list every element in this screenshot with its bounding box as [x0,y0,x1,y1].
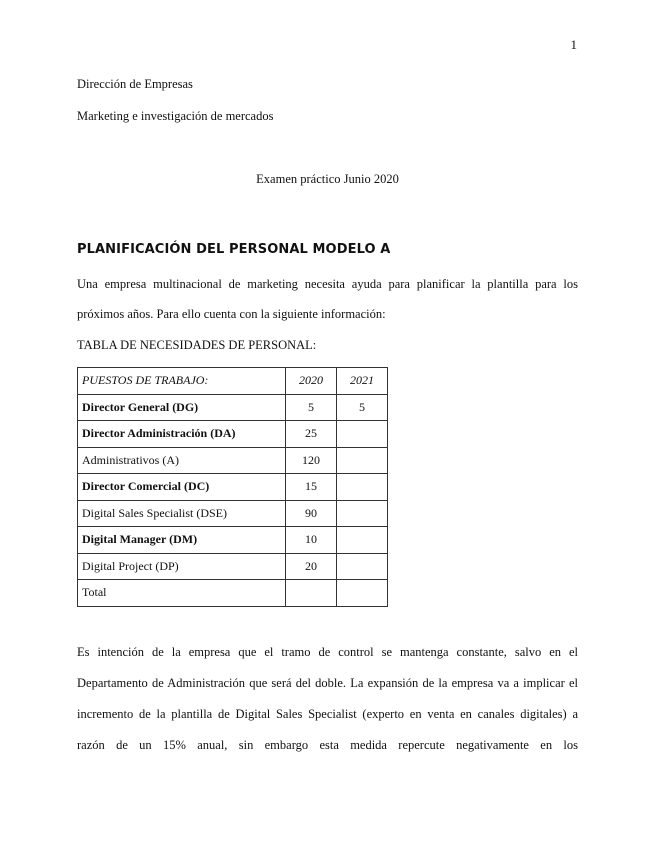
row-2021 [337,474,388,501]
table-row [78,527,388,554]
row-2020: 20 [286,553,337,580]
row-2021 [337,421,388,448]
body-line-3: incremento de la plantilla de Digital Sales Specialist (experto en venta en canales digitales) a [77,707,578,721]
body-line-4: razón de un 15% anual, sin embargo esta medida repercute negativamente en los [77,738,578,752]
table-row [78,394,388,421]
row-2020: 15 [286,474,337,501]
row-2020: 5 [286,394,337,421]
row-2020: 90 [286,500,337,527]
row-2021 [337,500,388,527]
table-row [78,500,388,527]
row-puesto: Administrativos (A) [78,447,286,474]
header-puestos: PUESTOS DE TRABAJO: [78,368,286,395]
table-row [78,553,388,580]
row-puesto: Digital Project (DP) [78,553,286,580]
header-2020: 2020 [286,368,337,395]
section-title: PLANIFICACIÓN DEL PERSONAL MODELO A [77,242,391,257]
table-row [78,447,388,474]
header-course: Dirección de Empresas [77,77,193,91]
table-header-row [78,368,388,395]
page-number: 1 [570,37,577,52]
intro-line-1: Una empresa multinacional de marketing necesita ayuda para planificar la plantilla para los [77,277,578,291]
row-2020: 25 [286,421,337,448]
row-puesto: Director Administración (DA) [78,421,286,448]
row-2021 [337,447,388,474]
exam-title: Examen práctico Junio 2020 [256,172,399,186]
row-puesto: Total [78,580,286,607]
staff-needs-table [77,367,388,607]
table-row [78,421,388,448]
table-row [78,474,388,501]
row-2021: 5 [337,394,388,421]
body-line-2: Departamento de Administración que será del doble. La expansión de la empresa va a implicar el [77,676,578,690]
table-total-row [78,580,388,607]
row-puesto: Digital Sales Specialist (DSE) [78,500,286,527]
row-2021 [337,527,388,554]
row-2021 [337,553,388,580]
table-title: TABLA DE NECESIDADES DE PERSONAL: [77,338,317,352]
row-puesto: Director General (DG) [78,394,286,421]
row-2020: 10 [286,527,337,554]
body-line-1: Es intención de la empresa que el tramo de control se mantenga constante, salvo en el [77,645,578,659]
row-puesto: Digital Manager (DM) [78,527,286,554]
row-2020 [286,580,337,607]
row-2020: 120 [286,447,337,474]
row-puesto: Director Comercial (DC) [78,474,286,501]
header-subject: Marketing e investigación de mercados [77,109,274,123]
intro-line-2: próximos años. Para ello cuenta con la siguiente información: [77,307,386,321]
row-2021 [337,580,388,607]
header-2021: 2021 [337,368,388,395]
